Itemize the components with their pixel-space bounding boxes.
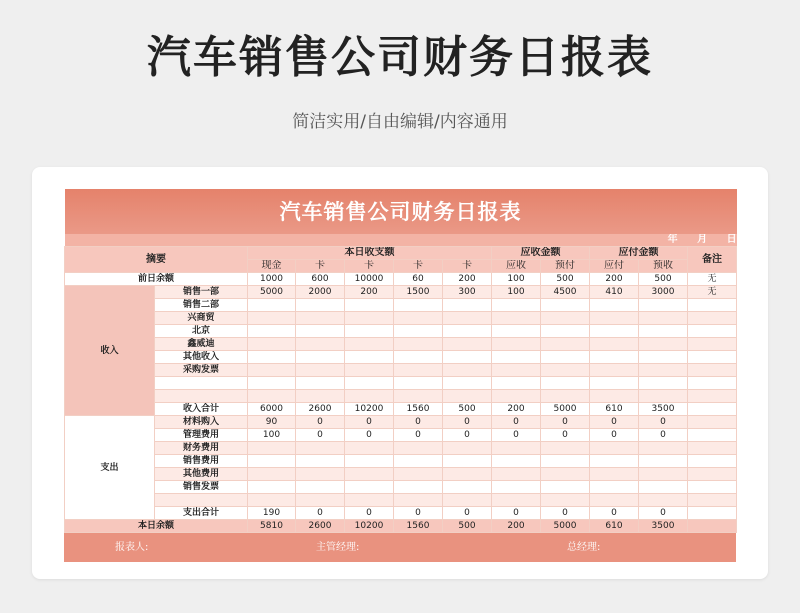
header-col-card-4: 卡 <box>443 260 492 273</box>
cell-value[interactable]: 0 <box>590 429 639 442</box>
header-col-advance: 预收 <box>639 260 688 273</box>
cell-value[interactable] <box>492 455 541 468</box>
today-balance-label[interactable]: 本日余额 <box>65 520 248 533</box>
cell-value[interactable]: 200 <box>492 403 541 416</box>
cell-value[interactable]: 2000 <box>296 286 345 299</box>
cell-value[interactable] <box>248 299 296 312</box>
cell-value[interactable] <box>345 312 394 325</box>
cell-value[interactable] <box>590 481 639 494</box>
row-label[interactable]: 财务费用 <box>155 442 248 455</box>
cell-value[interactable] <box>443 468 492 481</box>
cell-value[interactable]: 0 <box>639 507 688 520</box>
row-label[interactable]: 北京 <box>155 325 248 338</box>
header-payable-group: 应付金额 <box>590 247 688 260</box>
cell-value[interactable] <box>248 468 296 481</box>
cell-value[interactable] <box>492 481 541 494</box>
cell-value[interactable] <box>590 468 639 481</box>
table-row <box>65 273 737 286</box>
cell-value[interactable]: 1560 <box>394 403 443 416</box>
cell-value[interactable] <box>639 494 688 507</box>
cell-value[interactable] <box>443 390 492 403</box>
cell-value[interactable]: 200 <box>492 520 541 533</box>
footer-preparer: 报表人: <box>115 542 149 553</box>
cell-value[interactable]: 90 <box>248 416 296 429</box>
cell-value[interactable] <box>296 481 345 494</box>
cell-value[interactable]: 0 <box>541 429 590 442</box>
cell-value[interactable]: 0 <box>590 507 639 520</box>
table-row <box>65 403 737 416</box>
cell-value[interactable] <box>394 468 443 481</box>
cell-value[interactable]: 0 <box>345 429 394 442</box>
cell-value[interactable] <box>394 455 443 468</box>
cell-value[interactable] <box>248 351 296 364</box>
cell-value[interactable] <box>639 312 688 325</box>
table-row <box>65 338 737 351</box>
row-label[interactable]: 其他收入 <box>155 351 248 364</box>
cell-value[interactable] <box>248 455 296 468</box>
cell-value[interactable]: 4500 <box>541 286 590 299</box>
cell-value[interactable] <box>394 481 443 494</box>
cell-remark[interactable] <box>688 377 737 390</box>
cell-value[interactable] <box>394 312 443 325</box>
cell-remark[interactable] <box>688 312 737 325</box>
cell-value[interactable] <box>590 442 639 455</box>
footer-bar <box>64 533 736 562</box>
cell-remark[interactable] <box>688 468 737 481</box>
cell-value[interactable]: 0 <box>639 429 688 442</box>
table-row <box>65 299 737 312</box>
row-label[interactable]: 销售费用 <box>155 455 248 468</box>
cell-value[interactable] <box>394 494 443 507</box>
table-row <box>65 286 737 299</box>
cell-value[interactable] <box>639 390 688 403</box>
cell-value[interactable] <box>345 325 394 338</box>
cell-value[interactable] <box>248 442 296 455</box>
cell-value[interactable] <box>492 299 541 312</box>
table-row <box>65 429 737 442</box>
cell-value[interactable]: 0 <box>541 416 590 429</box>
cell-value[interactable] <box>492 377 541 390</box>
table-row <box>65 325 737 338</box>
cell-value[interactable] <box>443 325 492 338</box>
cell-remark[interactable]: 无 <box>688 273 737 286</box>
cell-value[interactable]: 410 <box>590 286 639 299</box>
cell-remark[interactable] <box>688 494 737 507</box>
spreadsheet <box>64 189 736 562</box>
cell-value[interactable] <box>492 494 541 507</box>
date-month: 月 <box>697 234 708 245</box>
table-row <box>65 442 737 455</box>
cell-value[interactable] <box>394 351 443 364</box>
header-income-group: 本日收支额 <box>248 247 492 260</box>
cell-value[interactable] <box>443 481 492 494</box>
cell-value[interactable]: 10200 <box>345 403 394 416</box>
cell-value[interactable] <box>394 299 443 312</box>
header-col-cash: 现金 <box>248 260 296 273</box>
row-label[interactable] <box>155 390 248 403</box>
table-row <box>65 520 737 533</box>
cell-value[interactable] <box>541 299 590 312</box>
cell-value[interactable]: 6000 <box>248 403 296 416</box>
cell-value[interactable] <box>590 455 639 468</box>
cell-value[interactable] <box>639 364 688 377</box>
cell-value[interactable] <box>345 494 394 507</box>
header-col-receivable: 应收 <box>492 260 541 273</box>
cell-value[interactable] <box>345 390 394 403</box>
cell-value[interactable] <box>296 390 345 403</box>
cell-value[interactable] <box>296 312 345 325</box>
cell-value[interactable] <box>541 468 590 481</box>
cell-value[interactable] <box>492 312 541 325</box>
cell-value[interactable] <box>394 325 443 338</box>
cell-value[interactable] <box>541 364 590 377</box>
cell-value[interactable]: 500 <box>443 403 492 416</box>
cell-remark[interactable] <box>688 520 737 533</box>
cell-value[interactable]: 0 <box>443 429 492 442</box>
row-label[interactable]: 材料购入 <box>155 416 248 429</box>
cell-value[interactable] <box>248 338 296 351</box>
cell-value[interactable] <box>590 494 639 507</box>
cell-value[interactable]: 1500 <box>394 286 443 299</box>
cell-value[interactable]: 0 <box>541 507 590 520</box>
cell-value[interactable] <box>345 338 394 351</box>
cell-value[interactable]: 0 <box>394 429 443 442</box>
cell-value[interactable] <box>639 351 688 364</box>
cell-value[interactable]: 5000 <box>248 286 296 299</box>
header-receivable-group: 应收金额 <box>492 247 590 260</box>
cell-value[interactable]: 3000 <box>639 286 688 299</box>
cell-value[interactable] <box>639 377 688 390</box>
date-day: 日 <box>726 234 737 245</box>
cell-value[interactable]: 3500 <box>639 403 688 416</box>
cell-value[interactable]: 610 <box>590 403 639 416</box>
cell-value[interactable] <box>639 455 688 468</box>
cell-value[interactable] <box>443 455 492 468</box>
cell-value[interactable] <box>394 338 443 351</box>
table-row <box>65 351 737 364</box>
cell-value[interactable] <box>443 338 492 351</box>
row-label[interactable]: 兴商贸 <box>155 312 248 325</box>
cell-remark[interactable] <box>688 364 737 377</box>
cell-value[interactable] <box>248 481 296 494</box>
cell-value[interactable] <box>345 481 394 494</box>
header-remark: 备注 <box>688 247 737 273</box>
cell-value[interactable] <box>394 390 443 403</box>
cell-value[interactable] <box>296 325 345 338</box>
cell-value[interactable]: 300 <box>443 286 492 299</box>
cell-value[interactable] <box>296 338 345 351</box>
cell-value[interactable] <box>639 481 688 494</box>
cell-value[interactable] <box>248 494 296 507</box>
cell-value[interactable] <box>296 468 345 481</box>
cell-value[interactable] <box>492 325 541 338</box>
cell-value[interactable] <box>492 364 541 377</box>
cell-remark[interactable] <box>688 481 737 494</box>
footer-gm: 总经理: <box>567 542 601 553</box>
cell-value[interactable]: 10000 <box>345 273 394 286</box>
cell-value[interactable] <box>394 377 443 390</box>
row-label[interactable]: 其他费用 <box>155 468 248 481</box>
cell-value[interactable]: 5000 <box>541 403 590 416</box>
cell-value[interactable]: 3500 <box>639 520 688 533</box>
cell-value[interactable] <box>345 364 394 377</box>
cell-value[interactable]: 60 <box>394 273 443 286</box>
cell-value[interactable] <box>492 468 541 481</box>
cell-value[interactable]: 0 <box>345 416 394 429</box>
header-col-card-1: 卡 <box>296 260 345 273</box>
cell-remark[interactable] <box>688 455 737 468</box>
cell-value[interactable] <box>541 351 590 364</box>
cell-remark[interactable] <box>688 416 737 429</box>
cell-value[interactable] <box>541 455 590 468</box>
cell-value[interactable]: 100 <box>492 286 541 299</box>
cell-value[interactable]: 500 <box>443 520 492 533</box>
cell-remark[interactable] <box>688 403 737 416</box>
cell-value[interactable]: 100 <box>492 273 541 286</box>
cell-value[interactable] <box>492 338 541 351</box>
cell-value[interactable]: 190 <box>248 507 296 520</box>
cell-value[interactable]: 200 <box>345 286 394 299</box>
cell-value[interactable] <box>541 338 590 351</box>
cell-value[interactable]: 610 <box>590 520 639 533</box>
cell-value[interactable]: 0 <box>394 507 443 520</box>
cell-value[interactable]: 5000 <box>541 520 590 533</box>
cell-value[interactable]: 500 <box>541 273 590 286</box>
cell-value[interactable] <box>639 338 688 351</box>
header-col-prepaid: 预付 <box>541 260 590 273</box>
cell-value[interactable] <box>639 325 688 338</box>
prev-balance-label[interactable]: 前日余额 <box>65 273 248 286</box>
cell-value[interactable] <box>541 377 590 390</box>
cell-value[interactable] <box>492 351 541 364</box>
cell-value[interactable] <box>590 325 639 338</box>
cell-value[interactable] <box>443 442 492 455</box>
cell-value[interactable] <box>590 351 639 364</box>
table-row <box>65 507 737 520</box>
cell-value[interactable] <box>590 338 639 351</box>
cell-value[interactable] <box>296 364 345 377</box>
cell-value[interactable]: 5810 <box>248 520 296 533</box>
cell-value[interactable]: 600 <box>296 273 345 286</box>
cell-value[interactable] <box>296 351 345 364</box>
cell-value[interactable] <box>443 494 492 507</box>
cell-value[interactable] <box>248 312 296 325</box>
cell-value[interactable] <box>541 442 590 455</box>
table-row <box>65 468 737 481</box>
cell-remark[interactable] <box>688 338 737 351</box>
row-label[interactable]: 销售一部 <box>155 286 248 299</box>
cell-value[interactable]: 0 <box>492 507 541 520</box>
cell-value[interactable] <box>443 312 492 325</box>
cell-value[interactable] <box>345 299 394 312</box>
cell-value[interactable] <box>248 390 296 403</box>
cell-remark[interactable]: 无 <box>688 286 737 299</box>
table-row <box>65 416 737 429</box>
cell-remark[interactable] <box>688 325 737 338</box>
cell-value[interactable] <box>296 455 345 468</box>
cell-value[interactable]: 0 <box>296 507 345 520</box>
cell-value[interactable] <box>541 481 590 494</box>
cell-value[interactable] <box>345 351 394 364</box>
cell-value[interactable]: 10200 <box>345 520 394 533</box>
cell-value[interactable] <box>296 299 345 312</box>
cell-value[interactable] <box>248 364 296 377</box>
table-row <box>65 494 737 507</box>
cell-value[interactable] <box>492 442 541 455</box>
cell-value[interactable] <box>639 299 688 312</box>
table-row <box>65 455 737 468</box>
cell-value[interactable] <box>296 494 345 507</box>
cell-value[interactable]: 0 <box>443 416 492 429</box>
table-row <box>65 312 737 325</box>
cell-value[interactable] <box>541 494 590 507</box>
cell-value[interactable]: 2600 <box>296 520 345 533</box>
cell-value[interactable] <box>590 390 639 403</box>
cell-value[interactable] <box>590 312 639 325</box>
row-label[interactable]: 鑫威迪 <box>155 338 248 351</box>
cell-value[interactable]: 2600 <box>296 403 345 416</box>
cell-value[interactable] <box>345 468 394 481</box>
date-row <box>65 234 737 247</box>
cell-value[interactable] <box>541 312 590 325</box>
cell-remark[interactable] <box>688 429 737 442</box>
cell-remark[interactable] <box>688 390 737 403</box>
header-col-payable: 应付 <box>590 260 639 273</box>
cell-value[interactable] <box>394 364 443 377</box>
cell-value[interactable]: 0 <box>443 507 492 520</box>
cell-value[interactable] <box>345 455 394 468</box>
cell-value[interactable]: 200 <box>590 273 639 286</box>
cell-value[interactable]: 0 <box>492 416 541 429</box>
cell-value[interactable] <box>443 364 492 377</box>
cell-value[interactable] <box>590 364 639 377</box>
cell-value[interactable]: 0 <box>590 416 639 429</box>
page-subtitle: 简洁实用/自由编辑/内容通用 <box>292 112 508 132</box>
cell-value[interactable]: 0 <box>492 429 541 442</box>
cell-value[interactable]: 0 <box>345 507 394 520</box>
sheet-title: 汽车销售公司财务日报表 <box>65 189 737 234</box>
cell-value[interactable] <box>248 325 296 338</box>
cell-value[interactable] <box>590 377 639 390</box>
cell-value[interactable]: 500 <box>639 273 688 286</box>
row-label[interactable]: 采购发票 <box>155 364 248 377</box>
expense-total-label[interactable]: 支出合计 <box>155 507 248 520</box>
cell-value[interactable]: 100 <box>248 429 296 442</box>
income-total-label[interactable]: 收入合计 <box>155 403 248 416</box>
cell-value[interactable]: 0 <box>639 416 688 429</box>
cell-value[interactable] <box>541 390 590 403</box>
table-row <box>65 364 737 377</box>
cell-value[interactable] <box>541 325 590 338</box>
row-label[interactable]: 销售发票 <box>155 481 248 494</box>
header-summary: 摘要 <box>65 247 248 273</box>
cell-value[interactable]: 1000 <box>248 273 296 286</box>
header-col-card-2: 卡 <box>345 260 394 273</box>
cell-value[interactable] <box>296 377 345 390</box>
cell-value[interactable]: 0 <box>394 416 443 429</box>
cell-remark[interactable] <box>688 299 737 312</box>
cell-value[interactable]: 0 <box>296 429 345 442</box>
cell-remark[interactable] <box>688 351 737 364</box>
cell-value[interactable] <box>345 442 394 455</box>
cell-value[interactable] <box>639 468 688 481</box>
report-table <box>64 189 737 533</box>
cell-value[interactable] <box>590 299 639 312</box>
category-income: 收入 <box>65 286 155 416</box>
table-row <box>65 481 737 494</box>
date-year: 年 <box>667 234 678 245</box>
footer-supervisor: 主管经理: <box>316 542 360 553</box>
cell-value[interactable] <box>443 299 492 312</box>
header-col-card-3: 卡 <box>394 260 443 273</box>
cell-value[interactable] <box>492 390 541 403</box>
cell-value[interactable]: 1560 <box>394 520 443 533</box>
row-label[interactable] <box>155 377 248 390</box>
row-label[interactable] <box>155 494 248 507</box>
cell-value[interactable] <box>296 442 345 455</box>
row-label[interactable]: 销售二部 <box>155 299 248 312</box>
table-row <box>65 377 737 390</box>
cell-value[interactable] <box>443 351 492 364</box>
cell-value[interactable]: 0 <box>296 416 345 429</box>
cell-value[interactable] <box>639 442 688 455</box>
cell-remark[interactable] <box>688 442 737 455</box>
page-title: 汽车销售公司财务日报表 <box>147 32 653 83</box>
cell-value[interactable] <box>443 377 492 390</box>
cell-remark[interactable] <box>688 507 737 520</box>
category-expense: 支出 <box>65 416 155 520</box>
cell-value[interactable] <box>345 377 394 390</box>
cell-value[interactable]: 200 <box>443 273 492 286</box>
table-row <box>65 390 737 403</box>
cell-value[interactable] <box>394 442 443 455</box>
cell-value[interactable] <box>248 377 296 390</box>
row-label[interactable]: 管理费用 <box>155 429 248 442</box>
